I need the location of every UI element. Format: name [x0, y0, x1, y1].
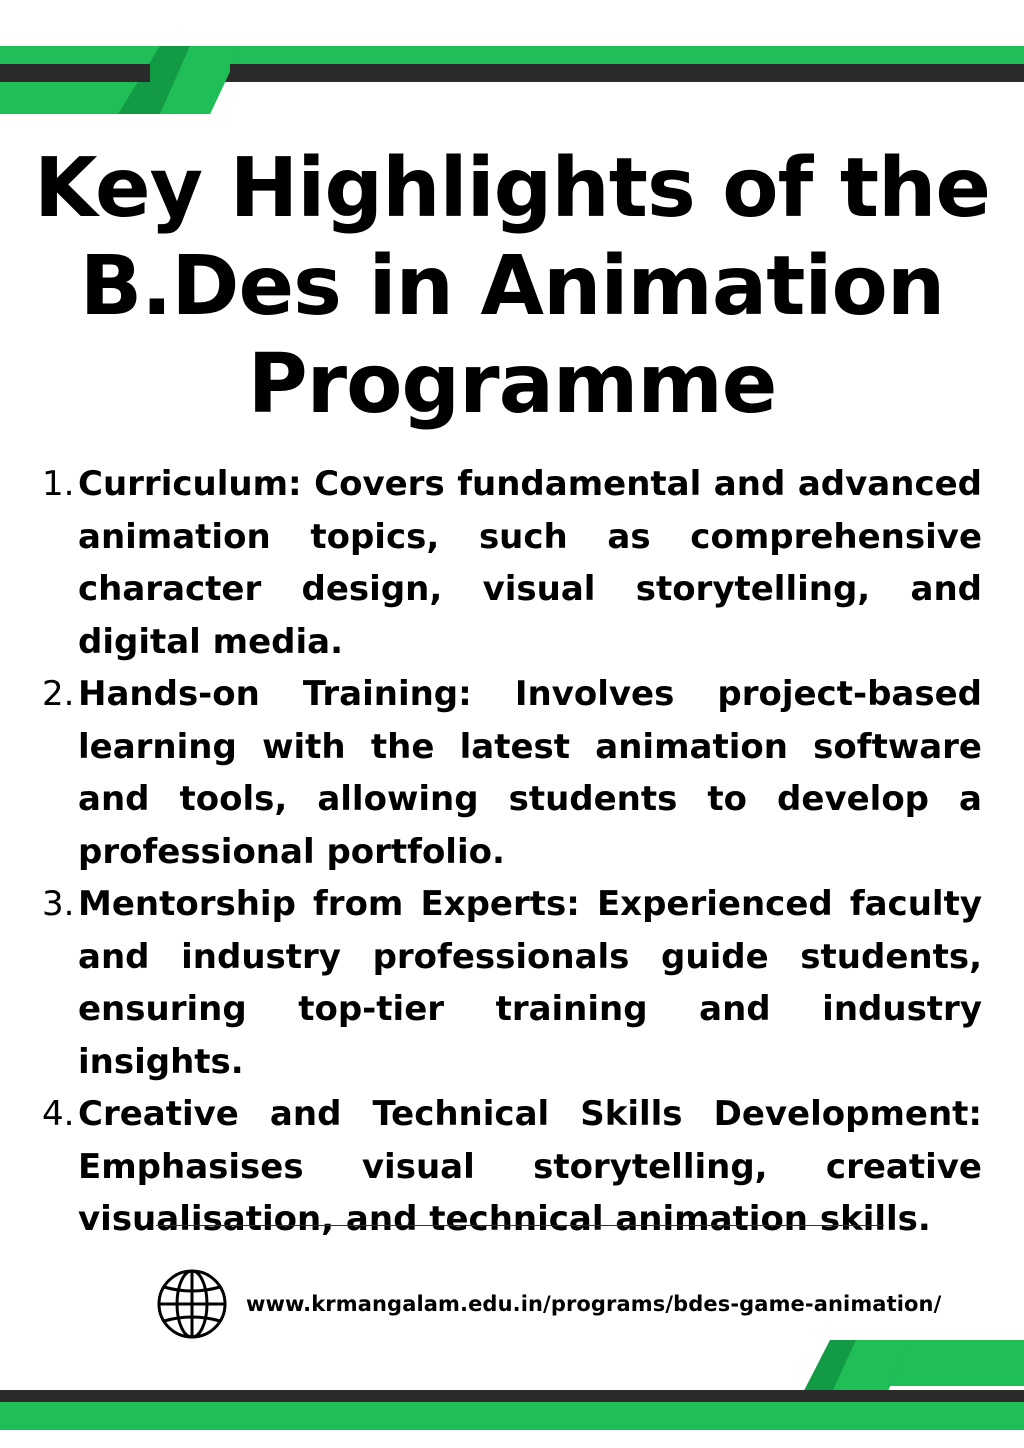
- list-item-text: Hands-on Training: Involves project-based learning with the latest animation software and tools, allowing students to develop a professional portfolio.: [78, 674, 982, 872]
- footer: [156, 1268, 941, 1340]
- list-item: [42, 1088, 982, 1246]
- list-item: [42, 458, 982, 668]
- footer-divider: [156, 1225, 884, 1226]
- list-item-number: 2.: [42, 674, 75, 714]
- list-item: [42, 878, 982, 1088]
- list-item-number: 4.: [42, 1094, 75, 1134]
- list-item-text: Creative and Technical Skills Development: Emphasises visual storytelling, creative visualisation, and technical animation skills.: [78, 1094, 982, 1239]
- list-item-text: Curriculum: Covers fundamental and advanced animation topics, such as comprehensive character design, visual storytelling, and digital media.: [78, 464, 982, 662]
- list-item-number: 3.: [42, 884, 75, 924]
- list-item-number: 1.: [42, 464, 75, 504]
- top-decorative-stripes: [0, 0, 1024, 120]
- title-line-2: B.Des in Animation: [79, 239, 945, 334]
- page-title: [0, 140, 1024, 434]
- globe-icon: [156, 1268, 228, 1340]
- bottom-decorative-stripes: [0, 1340, 1024, 1448]
- list-item-text: Mentorship from Experts: Experienced faculty and industry professionals guide students, ensuring top-tier training and industry insights.: [78, 884, 982, 1082]
- title-line-1: Key Highlights of the: [33, 141, 991, 236]
- highlights-list: [42, 458, 982, 1246]
- list-item: [42, 668, 982, 878]
- website-link[interactable]: www.krmangalam.edu.in/programs/bdes-game-animation/: [246, 1292, 942, 1316]
- title-line-3: Programme: [247, 337, 777, 432]
